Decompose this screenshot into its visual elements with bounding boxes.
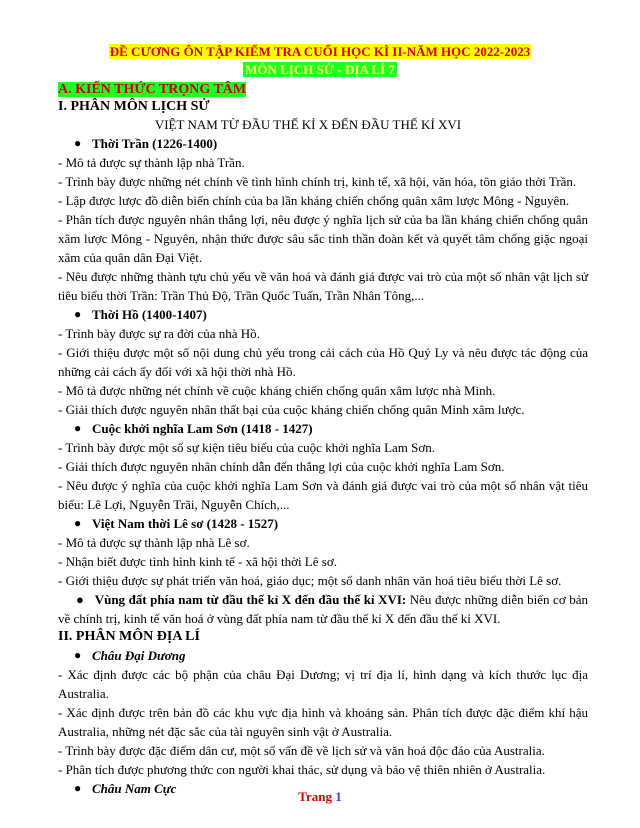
bullet-icon: ● bbox=[74, 136, 82, 150]
list-item: - Mô tả được sự thành lập nhà Trần. bbox=[58, 155, 245, 170]
bullet-oceania: ● Châu Đại Dương bbox=[74, 648, 186, 663]
document-body bbox=[58, 81, 588, 798]
list-item: - Phân tích được nguyên nhân thắng lợi, nêu được ý nghĩa lịch sử của ba lần kháng chiến chống quân xâm lược Mông - Nguyên, nhận thức được sâu sắc tinh thần đoàn kết và quyết tâm chống giặc ngoại xâm của quân dân Đại Việt. bbox=[58, 212, 588, 265]
list-item: - Giới thiệu được sự phát triển văn hoá, giáo dục; một số danh nhân văn hoá tiêu biểu thời Lê sơ. bbox=[58, 573, 562, 588]
list-item: - Nêu được ý nghĩa của cuộc khởi nghĩa Lam Sơn và đánh giá được vai trò của một số nhân vật tiêu biểu: Lê Lợi, Nguyễn Trãi, Nguyễn Chích,... bbox=[58, 478, 588, 512]
southern-land-text: Nêu được những diễn biến cơ bản về chính trị, kinh tế văn hoá ở vùng đất phía nam từ đầu thế kỉ X đến đầu thế kỉ XVI. bbox=[58, 592, 588, 626]
history-subtitle: VIỆT NAM TỪ ĐẦU THẾ KỈ X ĐẾN ĐẦU THẾ KỈ XVI bbox=[154, 117, 462, 132]
list-item: - Giải thích được nguyên nhân chính dẫn đến thắng lợi của cuộc khởi nghĩa Lam Sơn. bbox=[58, 459, 505, 474]
list-item: - Mô tả được những nét chính về cuộc kháng chiến chống quân xâm lược nhà Minh. bbox=[58, 383, 496, 398]
geography-heading: II. PHÂN MÔN ĐỊA LÍ bbox=[58, 629, 200, 644]
page-number: 1 bbox=[335, 789, 342, 804]
bullet-icon: ● bbox=[76, 592, 95, 607]
bullet-le-so: ● Việt Nam thời Lê sơ (1428 - 1527) bbox=[74, 516, 279, 531]
list-item: - Trình bày được một số sự kiện tiêu biểu của cuộc khởi nghĩa Lam Sơn. bbox=[58, 440, 435, 455]
bullet-icon: ● bbox=[74, 421, 82, 435]
list-item: - Lập được lược đồ diễn biến chính của ba lần kháng chiến chống quân xâm lược Mông - Nguyên. bbox=[58, 193, 570, 208]
list-item: - Giải thích được nguyên nhân thất bại của cuộc kháng chiến chống quân Minh xâm lược. bbox=[58, 402, 525, 417]
history-heading: I. PHÂN MÔN LỊCH SỬ bbox=[58, 99, 210, 114]
bullet-tran: ● Thời Trần (1226-1400) bbox=[74, 136, 218, 151]
bullet-icon: ● bbox=[74, 307, 82, 321]
southern-land-paragraph bbox=[58, 590, 588, 628]
list-item: - Xác định được các bộ phận của châu Đại Dương; vị trí địa lí, hình dạng và kích thước lục địa Australia. bbox=[58, 667, 588, 701]
list-item: - Giới thiệu được một số nội dung chủ yếu trong cải cách của Hồ Quý Ly và nêu được tác động của những cải cách ấy đối với xã hội thời nhà Hồ. bbox=[58, 345, 588, 379]
bullet-icon: ● bbox=[74, 516, 82, 530]
southern-land-title: Vùng đất phía nam từ đầu thế kỉ X đến đầu thế kỉ XVI: bbox=[94, 592, 407, 607]
page-footer bbox=[0, 789, 640, 805]
bullet-icon: ● bbox=[74, 648, 82, 662]
section-a-heading: A. KIẾN THỨC TRỌNG TÂM bbox=[58, 82, 247, 97]
page-label: Trang bbox=[298, 789, 336, 804]
document-title: ĐỀ CƯƠNG ÔN TẬP KIỂM TRA CUỐI HỌC KÌ II-NĂM HỌC 2022-2023 bbox=[109, 44, 531, 59]
list-item: - Xác định được trên bản đồ các khu vực địa hình và khoáng sản. Phân tích được đặc điểm khí hậu Australia, những nét đặc sắc của tài nguyên sinh vật ở Australia. bbox=[58, 705, 588, 739]
list-item: - Trình bày được những nét chính về tình hình chính trị, kinh tế, xã hội, văn hóa, tôn giáo thời Trần. bbox=[58, 174, 577, 189]
list-item: - Nêu được những thành tựu chủ yếu về văn hoá và đánh giá được vai trò của một số nhân vật lịch sử tiêu biểu thời Trần: Trần Thủ Độ, Trần Quốc Tuấn, Trần Nhân Tông,... bbox=[58, 269, 588, 303]
bullet-antarctica: ● Châu Nam Cực bbox=[74, 781, 177, 796]
subject-label: MÔN LỊCH SỬ - ĐỊA LÍ 7 bbox=[245, 62, 395, 77]
bullet-lam-son: ● Cuộc khởi nghĩa Lam Sơn (1418 - 1427) bbox=[74, 421, 313, 436]
list-item: - Trình bày được đặc điểm dân cư, một số vấn đề về lịch sử và văn hoá độc đáo của Australia. bbox=[58, 743, 545, 758]
list-item: - Nhận biết được tình hình kinh tế - xã hội thời Lê sơ. bbox=[58, 554, 337, 569]
bullet-ho: ● Thời Hồ (1400-1407) bbox=[74, 307, 207, 322]
list-item: - Mô tả được sự thành lập nhà Lê sơ. bbox=[58, 535, 250, 550]
bullet-icon: ● bbox=[74, 781, 82, 795]
list-item: - Trình bày được sự ra đời của nhà Hồ. bbox=[58, 326, 260, 341]
list-item: - Phân tích được phương thức con người khai thác, sử dụng và bảo vệ thiên nhiên ở Australia. bbox=[58, 762, 546, 777]
